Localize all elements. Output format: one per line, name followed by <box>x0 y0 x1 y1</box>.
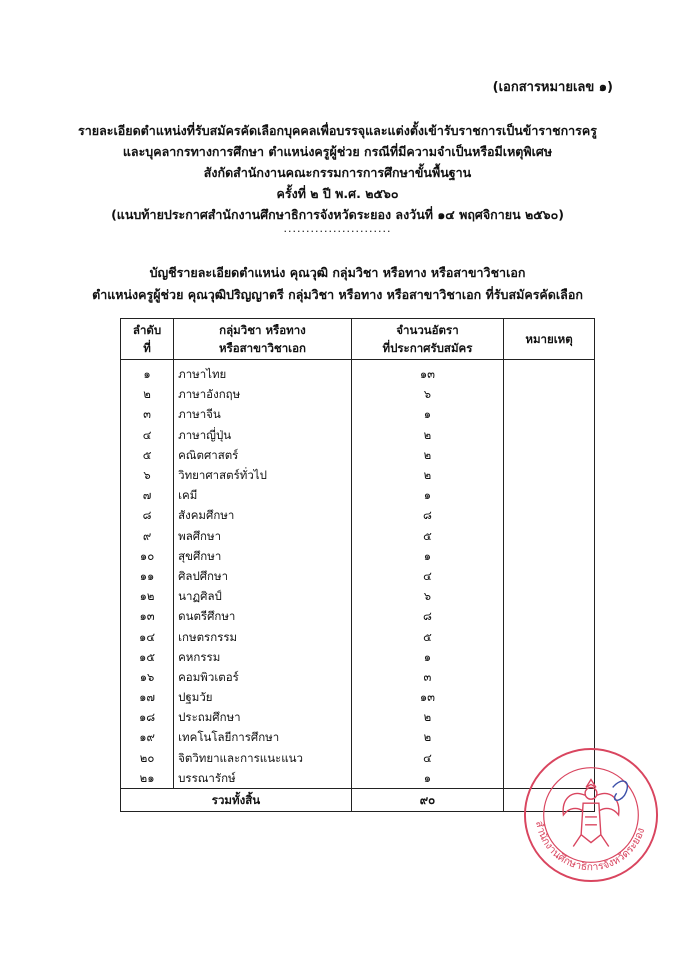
row-count: ๘ <box>351 505 503 525</box>
row-note <box>504 526 595 546</box>
row-order: ๑ <box>121 360 174 385</box>
table-heading-line-1: บัญชีรายละเอียดตำแหน่ง คุณวุฒิ กลุ่มวิชา หรือทาง หรือสาขาวิชาเอก <box>149 265 526 280</box>
header-order-line-1: ลำดับ <box>132 323 162 337</box>
row-order: ๔ <box>121 425 174 445</box>
row-subject: คอมพิวเตอร์ <box>174 667 352 687</box>
row-order: ๑๖ <box>121 667 174 687</box>
table-row <box>121 526 595 546</box>
header-subject <box>174 319 352 360</box>
heading-line-1: รายละเอียดตำแหน่งที่รับสมัครคัดเลือกบุคคลเพื่อบรรจุและแต่งตั้งเข้ารับราชการเป็นข้าราชการครู <box>78 123 597 138</box>
table-row <box>121 404 595 424</box>
row-count: ๕ <box>351 526 503 546</box>
header-count-line-1: จำนวนอัตรา <box>396 323 459 337</box>
row-order: ๑๕ <box>121 647 174 667</box>
row-note <box>504 360 595 385</box>
row-order: ๕ <box>121 445 174 465</box>
row-subject: ภาษาญี่ปุ่น <box>174 425 352 445</box>
table-row <box>121 465 595 485</box>
row-count: ๒ <box>351 707 503 727</box>
table-row <box>121 727 595 747</box>
seal-text: สำนักงานศึกษาธิการจังหวัดระยอง <box>532 819 648 874</box>
table-header-row <box>121 319 595 360</box>
header-count-line-2: ที่ประกาศรับสมัคร <box>382 341 473 355</box>
row-subject: เกษตรกรรม <box>174 626 352 646</box>
row-note <box>504 445 595 465</box>
table-row <box>121 606 595 626</box>
row-count: ๔ <box>351 566 503 586</box>
table-row <box>121 626 595 646</box>
row-order: ๑๑ <box>121 566 174 586</box>
table-row <box>121 425 595 445</box>
row-count: ๑ <box>351 546 503 566</box>
row-note <box>504 707 595 727</box>
row-count: ๒ <box>351 445 503 465</box>
row-order: ๑๓ <box>121 606 174 626</box>
document-number: (เอกสารหมายเลข ๑) <box>492 80 613 95</box>
row-count: ๑๓ <box>351 687 503 707</box>
row-count: ๒ <box>351 465 503 485</box>
row-subject: บรรณารักษ์ <box>174 768 352 789</box>
row-subject: จิตวิทยาและการแนะแนว <box>174 748 352 768</box>
header-subject-line-1: กลุ่มวิชา หรือทาง <box>219 323 306 337</box>
table-row <box>121 687 595 707</box>
table-row <box>121 546 595 566</box>
row-order: ๑๙ <box>121 727 174 747</box>
table-row <box>121 667 595 687</box>
row-count: ๑๓ <box>351 360 503 385</box>
table-row <box>121 445 595 465</box>
row-note <box>504 546 595 566</box>
table-row <box>121 360 595 385</box>
garuda-emblem <box>563 780 619 847</box>
heading-line-3: สังกัดสำนักงานคณะกรรมการการศึกษาขั้นพื้นฐาน <box>203 165 472 180</box>
header-subject-line-2: หรือสาขาวิชาเอก <box>218 341 306 355</box>
row-order: ๑๔ <box>121 626 174 646</box>
table-row <box>121 566 595 586</box>
row-subject: พลศึกษา <box>174 526 352 546</box>
row-count: ๖ <box>351 586 503 606</box>
row-order: ๒๑ <box>121 768 174 789</box>
row-order: ๒๐ <box>121 748 174 768</box>
row-subject: คณิตศาสตร์ <box>174 445 352 465</box>
row-order: ๖ <box>121 465 174 485</box>
table-row <box>121 384 595 404</box>
row-note <box>504 425 595 445</box>
row-note <box>504 505 595 525</box>
row-count: ๑ <box>351 404 503 424</box>
table-row <box>121 586 595 606</box>
row-order: ๑๗ <box>121 687 174 707</box>
row-note <box>504 667 595 687</box>
row-subject: สุขศึกษา <box>174 546 352 566</box>
row-count: ๒ <box>351 425 503 445</box>
row-note <box>504 647 595 667</box>
signature-mark <box>613 781 628 800</box>
row-count: ๑ <box>351 485 503 505</box>
row-subject: ดนตรีศึกษา <box>174 606 352 626</box>
table-row <box>121 707 595 727</box>
heading-line-2: และบุคลากรทางการศึกษา ตำแหน่งครูผู้ช่วย กรณีที่มีความจำเป็นหรือมีเหตุพิเศษ <box>122 144 553 159</box>
row-count: ๓ <box>351 667 503 687</box>
table-heading <box>0 262 675 306</box>
row-count: ๘ <box>351 606 503 626</box>
document-heading <box>0 120 675 225</box>
dotted-divider: ........................ <box>283 222 392 235</box>
row-order: ๘ <box>121 505 174 525</box>
row-count: ๑ <box>351 647 503 667</box>
row-subject: ภาษาไทย <box>174 360 352 385</box>
table-row <box>121 485 595 505</box>
row-order: ๑๒ <box>121 586 174 606</box>
row-count: ๕ <box>351 626 503 646</box>
row-note <box>504 404 595 424</box>
total-value: ๙๐ <box>351 788 503 811</box>
row-note <box>504 586 595 606</box>
header-count <box>351 319 503 360</box>
row-subject: ภาษาอังกฤษ <box>174 384 352 404</box>
table-heading-line-2: ตำแหน่งครูผู้ช่วย คุณวุฒิปริญญาตรี กลุ่มวิชา หรือทาง หรือสาขาวิชาเอก ที่รับสมัครคัดเลือก <box>92 287 583 302</box>
row-subject: เคมี <box>174 485 352 505</box>
row-subject: ประถมศึกษา <box>174 707 352 727</box>
row-order: ๗ <box>121 485 174 505</box>
row-order: ๙ <box>121 526 174 546</box>
table-body <box>121 360 595 789</box>
row-subject: สังคมศึกษา <box>174 505 352 525</box>
row-count: ๑ <box>351 768 503 789</box>
row-subject: ศิลปศึกษา <box>174 566 352 586</box>
row-subject: วิทยาศาสตร์ทั่วไป <box>174 465 352 485</box>
row-subject: ภาษาจีน <box>174 404 352 424</box>
row-order: ๓ <box>121 404 174 424</box>
row-count: ๖ <box>351 384 503 404</box>
row-note <box>504 485 595 505</box>
heading-line-5: (แนบท้ายประกาศสำนักงานศึกษาธิการจังหวัดระยอง ลงวันที่ ๑๔ พฤศจิกายน ๒๕๖๐) <box>111 207 564 222</box>
row-note <box>504 626 595 646</box>
row-subject: เทคโนโลยีการศึกษา <box>174 727 352 747</box>
row-subject: นาฏศิลป์ <box>174 586 352 606</box>
header-order-line-2: ที่ <box>143 341 151 355</box>
row-subject: ปฐมวัย <box>174 687 352 707</box>
row-note <box>504 606 595 626</box>
row-note <box>504 566 595 586</box>
table-row <box>121 505 595 525</box>
header-note: หมายเหตุ <box>504 319 595 360</box>
row-note <box>504 384 595 404</box>
row-note <box>504 465 595 485</box>
table-row <box>121 647 595 667</box>
row-note <box>504 687 595 707</box>
header-order <box>121 319 174 360</box>
row-order: ๑๐ <box>121 546 174 566</box>
official-seal-stamp <box>522 746 660 884</box>
row-count: ๔ <box>351 748 503 768</box>
row-order: ๒ <box>121 384 174 404</box>
positions-table <box>120 318 595 812</box>
row-order: ๑๘ <box>121 707 174 727</box>
row-subject: คหกรรม <box>174 647 352 667</box>
total-label: รวมทั้งสิ้น <box>121 788 352 811</box>
row-note <box>504 727 595 747</box>
heading-line-4: ครั้งที่ ๒ ปี พ.ศ. ๒๕๖๐ <box>276 186 399 201</box>
row-count: ๒ <box>351 727 503 747</box>
